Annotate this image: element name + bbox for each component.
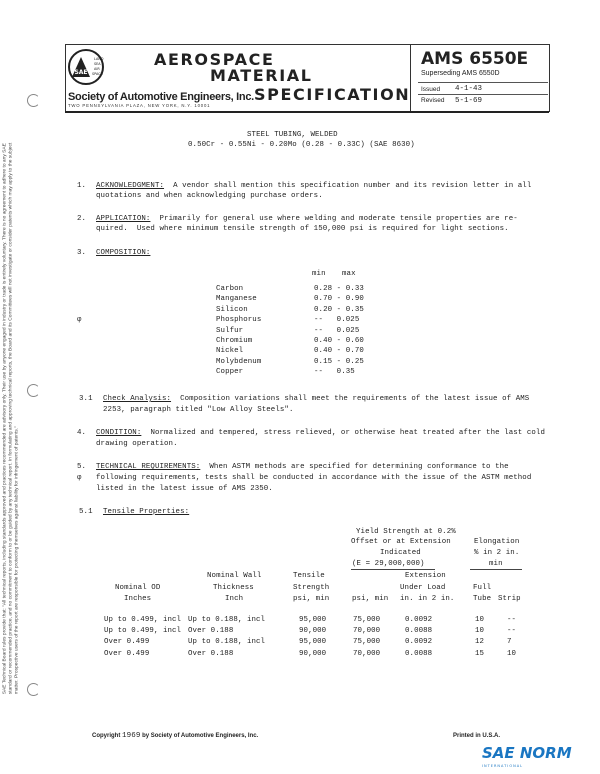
s1-title: ACKNOWLEDGMENT: (96, 182, 165, 190)
table-cell-strip: 7 (507, 638, 512, 647)
composition-row (0, 327, 600, 337)
table-cell-wall: Up to 0.188, incl (188, 638, 266, 647)
th-ext-1: Extension (405, 572, 446, 580)
th-psi: psi, min (352, 595, 389, 603)
table-cell-wall: Over 0.188 (188, 649, 234, 658)
th-wall-1: Nominal Wall (207, 572, 262, 580)
table-cell-od: Over 0.499 (104, 649, 150, 658)
th-elong-rule (470, 569, 522, 570)
s31-title: Check Analysis: (103, 395, 172, 403)
composition-range: -- 0.025 (314, 326, 360, 335)
table-cell-ys: 75,000 (353, 638, 381, 647)
binder-hole-middle (27, 384, 40, 397)
header-rule (65, 111, 549, 113)
logo-word-1: LAND (94, 57, 104, 61)
th-tensile-1: Tensile (293, 572, 325, 580)
composition-row (0, 316, 600, 326)
composition-range: 0.20 - 0.35 (314, 305, 364, 314)
table-cell-ys: 70,000 (353, 649, 381, 658)
composition-range: -- 0.35 (314, 368, 355, 377)
s5-number: 5. (77, 463, 87, 471)
s1-text-b: quotations and when acknowledging purchase orders. (96, 192, 323, 200)
composition-range: 0.40 - 0.60 (314, 337, 364, 345)
s5-change-mark: φ (77, 474, 82, 482)
composition-range: 0.28 - 0.33 (314, 285, 364, 293)
revised-label: Revised (421, 97, 445, 104)
table-cell-full: 10 (475, 627, 485, 636)
issued-label: Issued (421, 86, 441, 93)
composition-element: Manganese (216, 295, 257, 304)
s4-paragraph (96, 429, 545, 437)
printed-in: Printed in U.S.A. (453, 733, 501, 739)
s51-title: Tensile Properties: (103, 508, 190, 516)
logo-word-3: AIR (94, 67, 100, 71)
th-elong-3: min (489, 560, 503, 568)
society-name: Society of Automotive Engineers, Inc. (68, 91, 254, 103)
logo-word-4: SPACE (92, 72, 103, 76)
th-wall-3: Inch (225, 595, 244, 603)
watermark-sub: INTERNATIONAL (482, 764, 524, 768)
composition-element: Copper (216, 368, 244, 377)
th-od-1: Nominal OD (115, 584, 161, 592)
composition-row (0, 306, 600, 316)
table-cell-ts: 95,000 (299, 638, 327, 647)
s5-title: TECHNICAL REQUIREMENTS: (96, 463, 201, 471)
composition-element: Sulfur (216, 326, 244, 335)
table-row (0, 650, 600, 661)
table-cell-strip: -- (507, 616, 517, 624)
superseding-note: Superseding AMS 6550D (421, 70, 500, 77)
watermark-logo: SAE NORM (482, 744, 572, 762)
th-od-2: Inches (124, 595, 152, 603)
table-cell-wall: Over 0.188 (188, 627, 234, 636)
s4-text-b: drawing operation. (96, 440, 178, 448)
footer-copyright (92, 732, 258, 740)
issued-rule (418, 82, 548, 83)
table-cell-full: 12 (475, 638, 485, 647)
table-cell-ys: 75,000 (353, 616, 381, 624)
composition-element: Carbon (216, 285, 244, 293)
s1-text-a: A vendor shall mention this specification number and its revision letter in all (173, 182, 532, 190)
th-full-2: Tube (473, 595, 492, 603)
s5-text-a: When ASTM methods are specified for determining conformance to the (209, 463, 509, 471)
composition-range: -- 0.025 (314, 316, 360, 325)
table-row (0, 616, 600, 627)
revised-date: 5-1-69 (455, 97, 483, 105)
th-full-1: Full (473, 584, 492, 592)
s51-number: 5.1 (79, 508, 93, 516)
s3-title: COMPOSITION: (96, 249, 151, 257)
composition-row (0, 295, 600, 305)
table-cell-ext: 0.0092 (405, 616, 433, 624)
s31-paragraph (103, 395, 529, 403)
table-cell-strip: 10 (507, 649, 517, 658)
s2-number: 2. (77, 215, 87, 223)
s4-number: 4. (77, 429, 87, 437)
table-row (0, 638, 600, 649)
binder-hole-top (27, 94, 40, 107)
sae-logo (67, 47, 105, 87)
table-cell-full: 10 (475, 616, 485, 624)
s2-title: APPLICATION: (96, 215, 151, 223)
s1-number: 1. (77, 182, 87, 190)
s2-text-a: Primarily for general use where welding and moderate tensile properties are re- (159, 215, 518, 223)
s2-paragraph (96, 215, 518, 223)
composition-change-mark: φ (77, 316, 82, 325)
binder-hole-bottom (27, 683, 40, 696)
composition-range: 0.40 - 0.70 (314, 347, 364, 356)
composition-row (0, 347, 600, 357)
s1-paragraph (96, 182, 531, 190)
s31-text-a: Composition variations shall meet the requirements of the latest issue of AMS (180, 395, 530, 403)
revised-rule (418, 94, 548, 95)
doc-composition-summary: 0.50Cr - 0.55Ni - 0.20Mo (0.28 - 0.33C) (SAE 8630) (188, 141, 415, 149)
s31-text-b: 2253, paragraph titled "Low Alloy Steels". (103, 406, 294, 414)
table-cell-strip: -- (507, 627, 517, 636)
table-row (0, 627, 600, 638)
copyright-year: 1969 (122, 732, 141, 740)
table-cell-ext: 0.0088 (405, 627, 433, 636)
s5-text-c: listed in the latest issue of AMS 2350. (96, 485, 273, 493)
ams-number: AMS 6550E (421, 49, 529, 69)
s5-text-b: following requirements, tests shall be conducted in accordance with the issue of the ASTM method (96, 474, 532, 482)
doc-subject: STEEL TUBING, WELDED (247, 131, 338, 139)
table-cell-od: Over 0.499 (104, 638, 150, 647)
composition-element: Phosphorus (216, 316, 262, 325)
s4-title: CONDITION: (96, 429, 142, 437)
composition-row (0, 285, 600, 295)
th-ext-2: Under Load (400, 584, 446, 592)
th-elong-2: % in 2 in. (474, 549, 520, 557)
title-aerospace: AEROSPACE (154, 50, 275, 69)
th-wall-2: Thickness (213, 584, 254, 592)
composition-row (0, 358, 600, 368)
logo-mark: SAE (74, 69, 88, 76)
table-cell-full: 15 (475, 649, 485, 658)
th-ext-3: in. in 2 in. (400, 595, 455, 603)
table-cell-ext: 0.0088 (405, 649, 433, 658)
s2-text-b: quired. Used where minimum tensile strength of 150,000 psi is required for light sections. (96, 225, 509, 233)
table-cell-wall: Up to 0.188, incl (188, 616, 266, 624)
table-cell-ys: 70,000 (353, 627, 381, 636)
composition-row (0, 368, 600, 378)
table-cell-od: Up to 0.499, incl (104, 616, 182, 624)
composition-element: Chromium (216, 337, 253, 345)
table-cell-ext: 0.0092 (405, 638, 433, 647)
table-cell-ts: 90,000 (299, 627, 327, 636)
s4-text-a: Normalized and tempered, stress relieved, or otherwise heat treated after the last cold (150, 429, 545, 437)
table-cell-ts: 95,000 (299, 616, 327, 624)
copyright-holder: by Society of Automotive Engineers, Inc. (142, 733, 259, 739)
th-yield-3: Indicated (380, 549, 421, 557)
composition-row (0, 337, 600, 347)
table-cell-od: Up to 0.499, incl (104, 627, 182, 636)
title-specification: SPECIFICATION (254, 85, 411, 104)
logo-word-2: SEA (94, 62, 101, 66)
th-yield-rule (351, 569, 435, 570)
th-strip: Strip (498, 595, 521, 603)
s5-paragraph (96, 463, 509, 471)
composition-range: 0.70 - 0.90 (314, 295, 364, 304)
issued-date: 4-1-43 (455, 85, 483, 93)
th-yield-4: (E = 29,000,000) (352, 560, 425, 568)
th-tensile-2: Strength (293, 584, 330, 592)
comp-min-header: min (312, 270, 326, 278)
composition-element: Molybdenum (216, 357, 262, 366)
composition-range: 0.15 - 0.25 (314, 357, 364, 366)
th-elong-1: Elongation (474, 538, 520, 546)
th-tensile-3: psi, min (293, 595, 330, 603)
title-material: MATERIAL (210, 66, 313, 85)
s3-number: 3. (77, 249, 87, 257)
th-yield-1: Yield Strength at 0.2% (356, 528, 456, 536)
composition-element: Silicon (216, 305, 248, 314)
th-yield-2: Offset or at Extension (351, 538, 451, 546)
composition-element: Nickel (216, 347, 244, 356)
table-cell-ts: 90,000 (299, 649, 327, 658)
comp-max-header: max (342, 270, 356, 278)
society-address: TWO PENNSYLVANIA PLAZA, NEW YORK, N.Y. 10001 (68, 103, 211, 108)
s31-number: 3.1 (79, 395, 93, 403)
copyright-label: Copyright (92, 733, 121, 739)
side-notice: SAE Technical Board rules provide that: "All technical reports, including standards approved and practices recommended are advisory only. Their use by anyone engaged in industry or trade is entirely voluntary. There is no agreement to adhere to any SAE standard or recommended practice, and no commitment to conform to or be guided by any technical report. In formulating and approving technical reports, the Board and its Committees will not investigate or consider patents which may apply to the subject matter. Prospective users of the report are responsible for protecting themselves against liability for infringement of patents." (2, 142, 21, 695)
